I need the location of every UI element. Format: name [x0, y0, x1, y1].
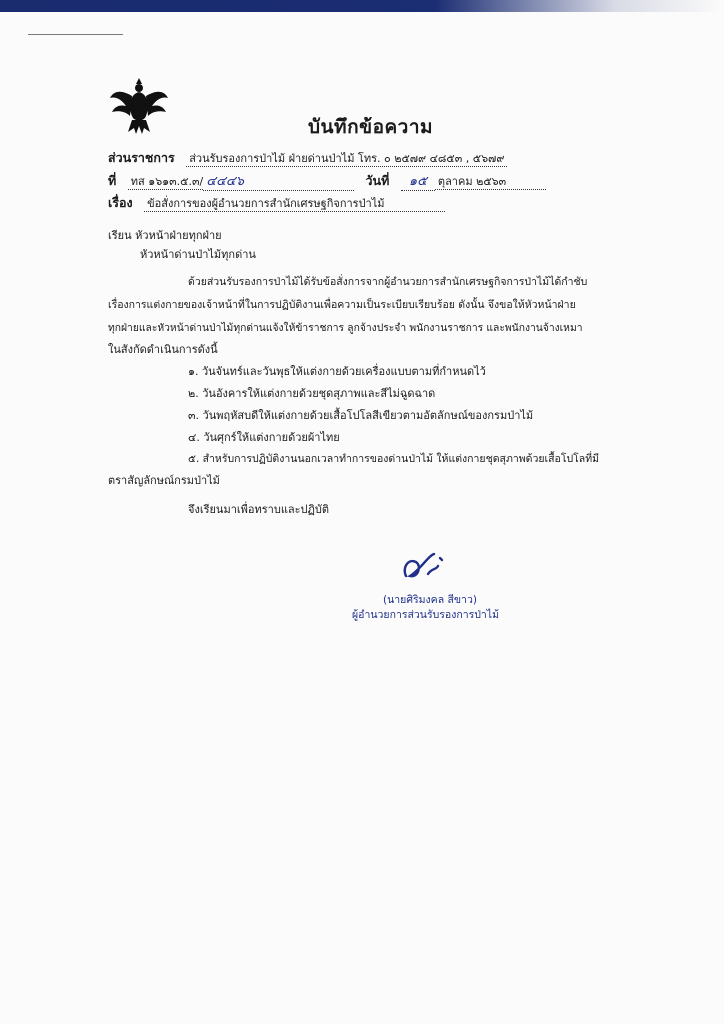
subject-row — [108, 193, 445, 213]
reference-number: ๔๔๔๖ — [203, 174, 354, 191]
body-paragraph-line-3: ทุกฝ่ายและหัวหน้าด่านป่าไม้ทุกด่านแจ้งให้ข้าราชการ ลูกจ้างประจำ พนักงานราชการ และพนักงานจ้างเหมา — [108, 322, 583, 334]
department-label: ส่วนราชการ — [108, 150, 175, 165]
scan-edge-band — [0, 0, 724, 12]
reference-label: ที่ — [108, 173, 117, 188]
department-value: ส่วนรับรองการป่าไม้ ฝ่ายด่านป่าไม้ โทร. ๐ ๒๕๗๙ ๔๘๕๓ , ๕๖๗๙ — [186, 152, 507, 167]
department-row — [108, 148, 507, 168]
salutation-line-1: เรียน หัวหน้าฝ่ายทุกฝ่าย — [108, 229, 222, 242]
list-item: ๓. วันพฤหัสบดีให้แต่งกายด้วยเสื้อโปโลสีเขียวตามอัตลักษณ์ของกรมป่าไม้ — [188, 409, 534, 422]
reference-row — [108, 170, 546, 191]
date-day: ๑๕ — [401, 174, 435, 191]
subject-label: เรื่อง — [108, 195, 133, 210]
signature-scribble — [398, 548, 444, 584]
memo-title: บันทึกข้อความ — [308, 116, 434, 138]
salutation-line-2: หัวหน้าด่านป่าไม้ทุกด่าน — [140, 248, 256, 261]
body-paragraph-line-2: เรื่องการแต่งกายของเจ้าหน้าที่ในการปฏิบัติงานเพื่อความเป็นระเบียบเรียบร้อย ดังนั้น จึงขอให้หัวหน้าฝ่าย — [108, 299, 576, 311]
body-paragraph-line-4: ในสังกัดดำเนินการดังนี้ — [108, 343, 218, 356]
date-label: วันที่ — [365, 173, 390, 188]
reference-value: ทส ๑๖๑๓.๕.๓/ — [128, 175, 203, 190]
date-month-year: ตุลาคม ๒๕๖๓ — [435, 175, 546, 190]
subject-value: ข้อสั่งการของผู้อำนวยการสำนักเศรษฐกิจการป่าไม้ — [144, 197, 444, 212]
garuda-emblem-icon — [108, 76, 170, 138]
signatory-name: (นายศิริมงคล สีขาว) — [383, 594, 477, 606]
closing-line: จึงเรียนมาเพื่อทราบและปฏิบัติ — [188, 503, 330, 516]
list-item: ๕. สำหรับการปฏิบัติงานนอกเวลาทำการของด่านป่าไม้ ให้แต่งกายชุดสุภาพด้วยเสื้อโปโลที่มี — [188, 453, 600, 465]
body-paragraph-line-1: ด้วยส่วนรับรองการป่าไม้ได้รับข้อสั่งการจากผู้อำนวยการสำนักเศรษฐกิจการป่าไม้ได้กำชับ — [188, 276, 588, 288]
list-item: ๔. วันศุกร์ให้แต่งกายด้วยผ้าไทย — [188, 431, 340, 444]
list-item: ๑. วันจันทร์และวันพุธให้แต่งกายด้วยเครื่องแบบตามที่กำหนดไว้ — [188, 365, 486, 378]
signatory-position: ผู้อำนวยการส่วนรับรองการป่าไม้ — [352, 609, 499, 621]
list-item-continuation: ตราสัญลักษณ์กรมป่าไม้ — [108, 474, 220, 487]
salutation-label: เรียน — [108, 229, 132, 242]
list-item: ๒. วันอังคารให้แต่งกายด้วยชุดสุภาพและสีไม่ฉูดฉาด — [188, 387, 436, 400]
staple-clip — [28, 12, 123, 35]
